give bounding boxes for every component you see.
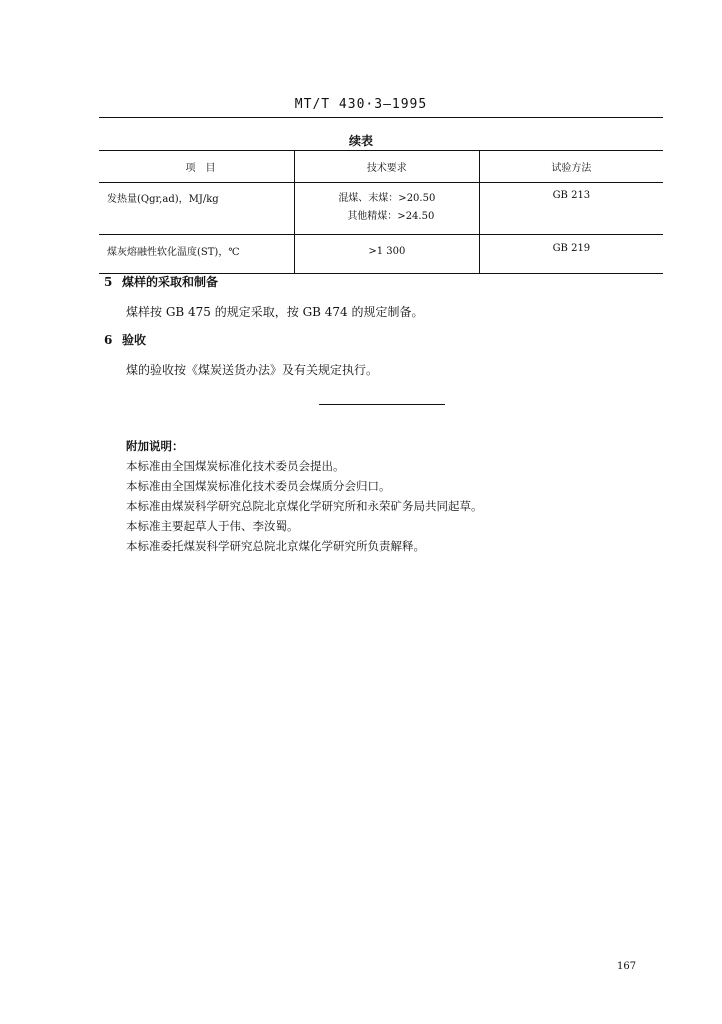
section-body: 煤样按 GB 475 的规定采取，按 GB 474 的规定制备。 — [126, 305, 424, 319]
page-number: 167 — [617, 961, 637, 972]
standard-code: MT/T 430·3—1995 — [294, 97, 428, 112]
note-line: 本标准由全国煤炭标准化技术委员会提出。 — [126, 459, 345, 473]
header-rule — [99, 117, 663, 118]
table-row — [99, 183, 663, 235]
notes-title: 附加说明： — [126, 439, 184, 453]
row-item: 发热量(Qgr,ad)，MJ/kg — [99, 183, 294, 235]
column-header-item: 项 目 — [99, 151, 294, 183]
note-line: 本标准由全国煤炭标准化技术委员会煤质分会归口。 — [126, 479, 391, 493]
row-method: GB 213 — [479, 183, 663, 235]
requirement-line: 混煤、末煤：>20.50 — [338, 193, 436, 204]
section-body: 煤的验收按《煤炭送货办法》及有关规定执行。 — [126, 363, 379, 377]
note-line: 本标准主要起草人于伟、李汝蜀。 — [126, 519, 299, 533]
spec-table — [99, 150, 663, 274]
table-row — [99, 235, 663, 274]
section-number: 6 — [104, 333, 113, 347]
end-divider — [319, 404, 445, 405]
additional-notes — [126, 436, 483, 556]
table-caption: 续表 — [348, 134, 373, 148]
section-title: 煤样的采取和制备 — [122, 275, 219, 289]
note-line: 本标准委托煤炭科学研究总院北京煤化学研究所负责解释。 — [126, 539, 425, 553]
column-header-requirement: 技术要求 — [294, 151, 479, 183]
column-header-method: 试验方法 — [479, 151, 663, 183]
section-heading — [104, 273, 218, 290]
section-number: 5 — [104, 275, 113, 289]
row-method: GB 219 — [479, 235, 663, 274]
section-heading — [104, 331, 146, 348]
row-item: 煤灰熔融性软化温度(ST)，℃ — [99, 235, 294, 274]
requirement-line: >1 300 — [368, 246, 406, 257]
row-requirement — [294, 235, 479, 274]
section-title: 验收 — [122, 333, 147, 347]
requirement-line: 其他精煤：>24.50 — [347, 211, 435, 222]
row-requirement — [294, 183, 479, 235]
table-header-row — [99, 151, 663, 183]
note-line: 本标准由煤炭科学研究总院北京煤化学研究所和永荣矿务局共同起草。 — [126, 499, 483, 513]
